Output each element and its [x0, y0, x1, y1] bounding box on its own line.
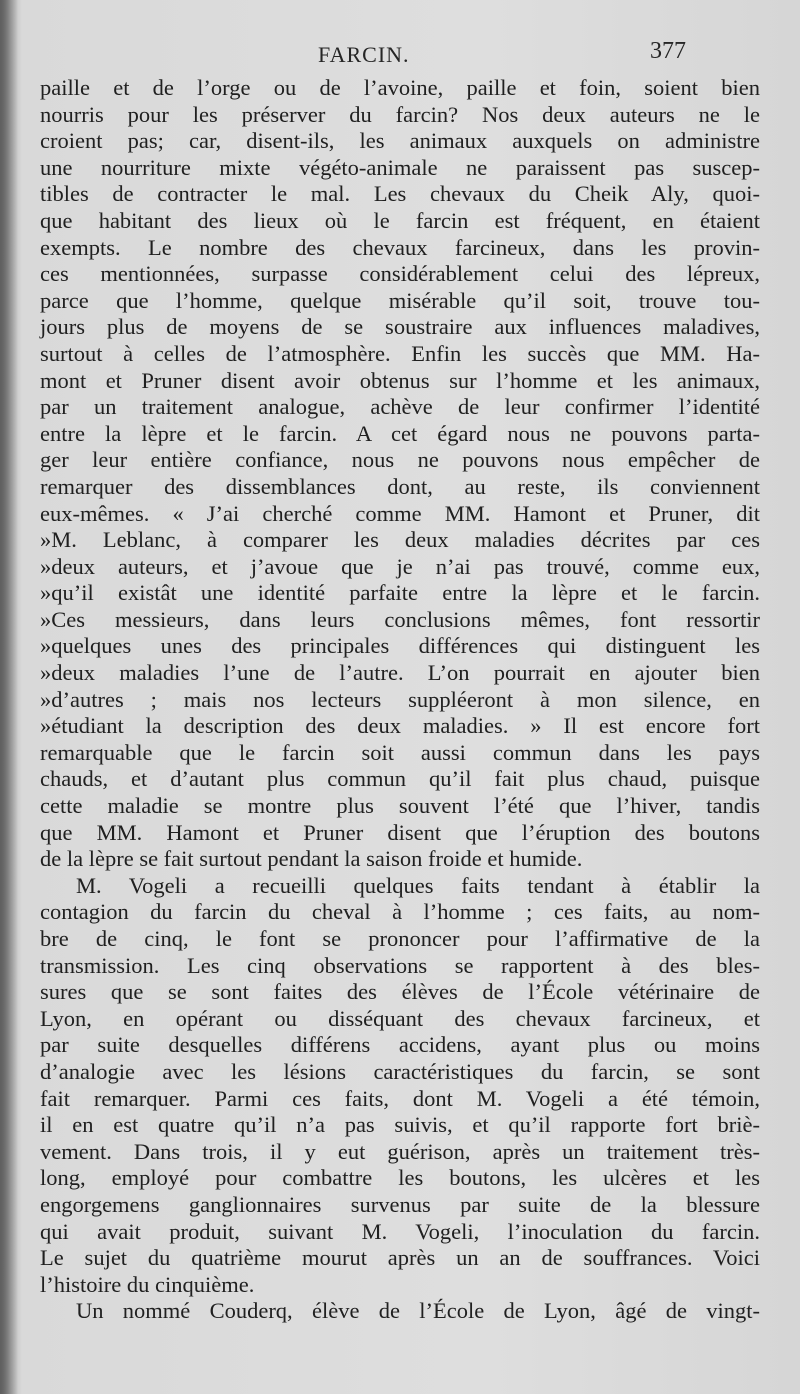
text-line: ces mentionnées, surpasse considérablement celui des lépreux,: [40, 261, 760, 287]
text-line: par un traitement analogue, achève de leur confirmer l’identité: [40, 394, 760, 420]
text-line: »qu’il existât une identité parfaite entre la lèpre et le farcin.: [40, 580, 760, 606]
text-line: sures que se sont faites des élèves de l’École vétérinaire de: [40, 979, 760, 1005]
text-line: d’analogie avec les lésions caractéristiques du farcin, se sont: [40, 1058, 760, 1084]
text-line: ger leur entière confiance, nous ne pouvons nous empêcher de: [40, 447, 760, 473]
text-line: transmission. Les cinq observations se rapportent à des bles-: [40, 952, 760, 978]
text-line: remarquable que le farcin soit aussi commun dans les pays: [40, 739, 760, 765]
text-line: engorgemens ganglionnaires survenus par suite de la blessure: [40, 1191, 760, 1217]
text-line: bre de cinq, le font se prononcer pour l’affirmative de la: [40, 926, 760, 951]
text-line: »quelques unes des principales différences qui distinguent les: [40, 633, 760, 659]
text-line: »d’autres ; mais nos lecteurs suppléeront à mon silence, en: [40, 686, 760, 712]
text-line: une nourriture mixte végéto-animale ne paraissent pas suscep-: [40, 154, 760, 180]
text-line: Le sujet du quatrième mourut après un an de souffrances. Voici: [40, 1245, 760, 1271]
text-line: »Ces messieurs, dans leurs conclusions mêmes, font ressortir: [40, 606, 760, 632]
text-line: parce que l’homme, quelque misérable qu’il soit, trouve tou-: [40, 287, 760, 313]
text-line: »M. Leblanc, à comparer les deux maladies décrites par ces: [40, 527, 760, 553]
page-number: 377: [650, 38, 686, 64]
text-line: eux-mêmes. « J’ai cherché comme MM. Hamont et Pruner, dit: [40, 500, 760, 526]
text-line: »deux maladies l’une de l’autre. L’on pourrait en ajouter bien: [40, 660, 760, 686]
text-line: exempts. Le nombre des chevaux farcineux, dans les provin-: [40, 234, 760, 260]
text-line: fait remarquer. Parmi ces faits, dont M. Vogeli a été témoin,: [40, 1085, 760, 1111]
text-line: remarquer des dissemblances dont, au reste, ils conviennent: [40, 473, 760, 499]
text-line: croient pas; car, disent-ils, les animaux auxquels on administre: [40, 128, 760, 154]
body-text: [40, 75, 760, 1325]
text-line: vement. Dans trois, il y eut guérison, après un traitement très-: [40, 1138, 760, 1164]
text-line: entre la lèpre et le farcin. A cet égard nous ne pouvons parta-: [40, 420, 760, 446]
page-header: [0, 34, 800, 74]
text-line: nourris pour les préserver du farcin? Nos deux auteurs ne le: [40, 101, 760, 127]
text-line: de la lèpre se fait surtout pendant la saison froide et humide.: [40, 846, 583, 872]
text-line: paille et de l’orge ou de l’avoine, paille et foin, soient bien: [40, 75, 760, 100]
text-line: surtout à celles de l’atmosphère. Enfin les succès que MM. Ha-: [40, 340, 760, 366]
text-line: chauds, et d’autant plus commun qu’il fait plus chaud, puisque: [40, 766, 760, 792]
running-head: FARCIN.: [318, 42, 410, 67]
text-line: que MM. Hamont et Pruner disent que l’éruption des boutons: [40, 819, 760, 845]
text-line: jours plus de moyens de se soustraire aux influences maladives,: [40, 314, 760, 340]
text-line: tibles de contracter le mal. Les chevaux du Cheik Aly, quoi-: [40, 181, 760, 207]
text-line: Lyon, en opérant ou disséquant des chevaux farcineux, et: [40, 1005, 760, 1031]
text-line: Un nommé Couderq, élève de l’École de Lyon, âgé de vingt-: [76, 1298, 760, 1324]
text-line: qui avait produit, suivant M. Vogeli, l’inoculation du farcin.: [40, 1218, 760, 1244]
text-line: M. Vogeli a recueilli quelques faits tendant à établir la: [76, 872, 760, 898]
page-gutter-shadow: [0, 0, 18, 1394]
text-line: cette maladie se montre plus souvent l’été que l’hiver, tandis: [40, 793, 760, 819]
text-line: mont et Pruner disent avoir obtenus sur l’homme et les animaux,: [40, 367, 760, 393]
text-line: par suite desquelles différens accidens, ayant plus ou moins: [40, 1032, 760, 1058]
text-line: il en est quatre qu’il n’a pas suivis, et qu’il rapporte fort briè-: [40, 1112, 760, 1138]
text-line: que habitant des lieux où le farcin est fréquent, en étaient: [40, 207, 760, 233]
text-line: l’histoire du cinquième.: [40, 1271, 255, 1297]
text-line: »étudiant la description des deux maladies. » Il est encore fort: [40, 713, 760, 739]
text-line: contagion du farcin du cheval à l’homme ; ces faits, au nom-: [40, 899, 760, 925]
text-line: long, employé pour combattre les boutons, les ulcères et les: [40, 1165, 760, 1191]
text-line: »deux auteurs, et j’avoue que je n’ai pas trouvé, comme eux,: [40, 553, 760, 579]
